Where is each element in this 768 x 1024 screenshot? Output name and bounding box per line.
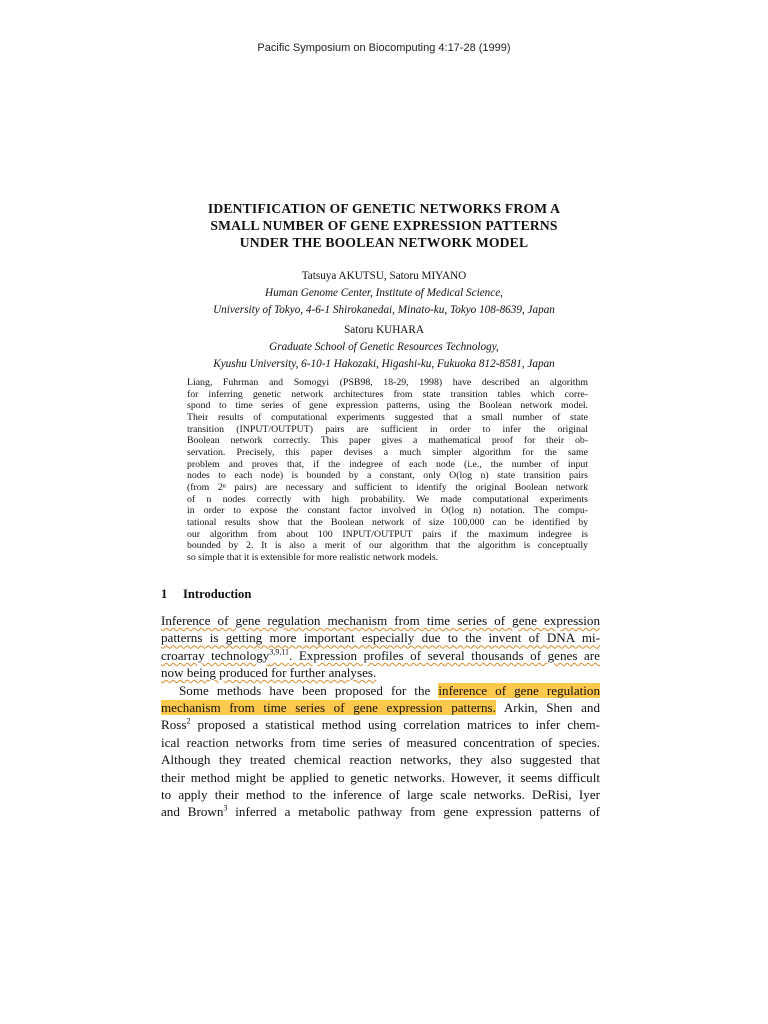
- text-line: [161, 803, 600, 820]
- abstract-line: transition (INPUT/OUTPUT) pairs are sufficient in order to infer the original: [187, 423, 588, 435]
- abstract-line: problem and proves that, if the indegree of each node (i.e., the number of input: [187, 458, 588, 470]
- abstract-line: in order to expose the constant factor involved in O(log n) notation. The compu-: [187, 505, 588, 517]
- citation: 3: [223, 804, 228, 814]
- text-run: Ross: [161, 717, 187, 733]
- marked-text: patterns is getting more important especially due to the invent of DNA mi-: [161, 630, 600, 646]
- text-line: Although they treated chemical reaction networks, they also suggested that: [161, 752, 600, 768]
- text-run: and Brown: [161, 804, 224, 820]
- text-line: [161, 699, 600, 716]
- section-number: 1: [161, 587, 168, 601]
- affiliation-line: University of Tokyo, 4-6-1 Shirokanedai, Minato-ku, Tokyo 108-8639, Japan: [213, 304, 555, 316]
- text-run: proposed a statistical method using correlation matrices to infer chem-: [190, 717, 600, 733]
- section-title: Introduction: [183, 587, 252, 601]
- text-line: to apply their method to the inference of large scale networks. DeRisi, Iyer: [161, 787, 600, 803]
- author-names: Satoru KUHARA: [344, 324, 424, 336]
- abstract-line: Their results of computational experiments suggested that a small number of state: [187, 411, 588, 423]
- text-line: their method might be applied to genetic networks. However, it seems difficult: [161, 769, 600, 785]
- title-line: IDENTIFICATION OF GENETIC NETWORKS FROM A: [207, 201, 561, 216]
- title-line: UNDER THE BOOLEAN NETWORK MODEL: [239, 235, 529, 250]
- abstract-line: our algorithm from about 100 INPUT/OUTPUT pairs if the maximum indegree is: [187, 528, 588, 540]
- abstract-line: Liang, Fuhrman and Somogyi (PSB98, 18-29, 1998) have described an algorithm: [187, 377, 588, 388]
- marked-text: . Expression profiles of several thousands of genes are: [289, 647, 600, 663]
- text-run: Some methods have been proposed for the: [179, 682, 439, 698]
- highlighted-text[interactable]: mechanism from time series of gene expression patterns.: [161, 700, 496, 716]
- abstract-line: of n nodes correctly with high probability. We made computational experiments: [187, 493, 588, 505]
- abstract-line: so simple that it is extensible for more realistic network models.: [187, 551, 439, 563]
- citation: 2: [186, 717, 191, 727]
- text-line: [161, 682, 600, 699]
- section-heading: [161, 587, 251, 602]
- body-text: [161, 612, 600, 821]
- text-run: croarray technology: [161, 647, 270, 663]
- abstract: [187, 377, 588, 564]
- abstract-line: (from 2ⁿ pairs) are necessary and sufficient to identify the original Boolean network: [187, 481, 588, 493]
- abstract-line: tational results show that the Boolean network of size 100,000 can be identified by: [187, 516, 588, 528]
- abstract-line: nodes to each node) is bounded by a constant, only O(log n) state transition pairs: [187, 470, 588, 482]
- text-line: ical reaction networks from time series of measured concentration of species.: [161, 734, 600, 750]
- author-block-1: [0, 268, 768, 319]
- citation: 3,9,11: [269, 647, 290, 657]
- text-line: [161, 664, 600, 681]
- abstract-line: Boolean network correctly. This paper gives a mathematical proof for their ob-: [187, 435, 588, 447]
- highlighted-text[interactable]: inference of gene regulation: [438, 682, 601, 698]
- text-line: [161, 647, 600, 664]
- abstract-line: spond to time series of gene expression patterns, using the Boolean network model.: [187, 400, 588, 412]
- text-run: Arkin, Shen and: [495, 700, 600, 716]
- title-line: SMALL NUMBER OF GENE EXPRESSION PATTERNS: [210, 218, 558, 233]
- abstract-line: servation. Precisely, this paper devises a much simpler algorithm for the same: [187, 446, 588, 458]
- marked-text: [161, 648, 289, 663]
- author-names: Tatsuya AKUTSU, Satoru MIYANO: [301, 270, 467, 282]
- text-line: [161, 612, 600, 629]
- text-line: [161, 629, 600, 646]
- affiliation-line: Kyushu University, 6-10-1 Hakozaki, Higashi-ku, Fukuoka 812-8581, Japan: [213, 358, 555, 370]
- abstract-line: bounded by 2. It is also a merit of our algorithm that the algorithm is conceptually: [187, 540, 588, 552]
- marked-text: now being produced for further analyses.: [161, 665, 377, 681]
- author-block-2: [0, 322, 768, 373]
- text-run: inferred a metabolic pathway from gene expression patterns of: [227, 804, 600, 820]
- running-header: Pacific Symposium on Biocomputing 4:17-28 (1999): [257, 42, 511, 54]
- affiliation-line: Graduate School of Genetic Resources Technology,: [269, 341, 499, 353]
- paper-title: [0, 200, 768, 251]
- affiliation-line: Human Genome Center, Institute of Medical Science,: [265, 287, 503, 299]
- text-line: [161, 716, 600, 733]
- abstract-line: for inferring genetic network architectures from state transition tables which corre-: [187, 388, 588, 400]
- marked-text: Inference of gene regulation mechanism from time series of gene expression: [161, 613, 600, 628]
